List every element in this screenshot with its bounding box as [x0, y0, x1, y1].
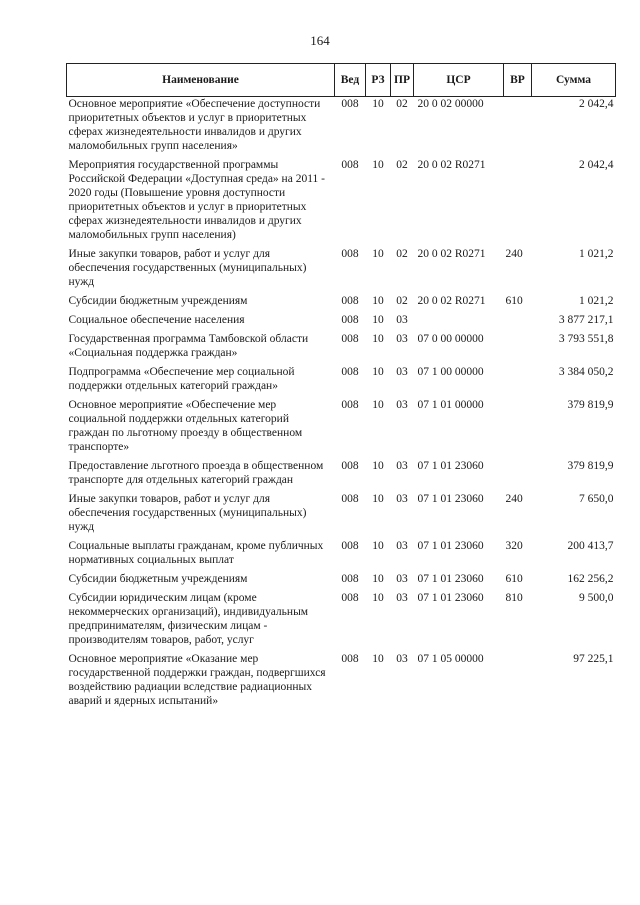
cell-name: Социальные выплаты гражданам, кроме публичных нормативных социальных выплат: [68, 540, 324, 566]
budget-table: [66, 63, 616, 713]
header-rz: РЗ: [366, 64, 391, 97]
cell-pr: 02: [396, 159, 408, 171]
cell-pr: 03: [396, 493, 408, 505]
cell-sum: 1 021,2: [579, 295, 614, 307]
cell-rz: 10: [372, 98, 384, 110]
cell-csr: 07 1 01 23060: [417, 592, 484, 604]
cell-name: Субсидии бюджетным учреждениям: [68, 295, 248, 307]
table-header-row: [67, 64, 616, 97]
cell-csr: 07 1 01 23060: [417, 540, 484, 552]
cell-pr: 03: [396, 333, 408, 345]
table-row: [67, 158, 616, 247]
cell-name: Субсидии юридическим лицам (кроме некоммерческих организаций), индивидуальным предпринимателям, физическим лицам - производителям товаров, работ, услуг: [68, 592, 309, 646]
cell-ved: 008: [341, 98, 359, 110]
cell-rz: 10: [372, 460, 384, 472]
cell-ved: 008: [341, 314, 359, 326]
cell-ved: 008: [341, 333, 359, 345]
cell-ved: 008: [341, 460, 359, 472]
cell-ved: 008: [341, 366, 359, 378]
cell-rz: 10: [372, 314, 384, 326]
table-row: [67, 591, 616, 652]
cell-name: Социальное обеспечение населения: [68, 314, 245, 326]
cell-vr: 320: [505, 540, 523, 552]
cell-vr: 810: [505, 592, 523, 604]
cell-rz: 10: [372, 159, 384, 171]
cell-pr: 03: [396, 460, 408, 472]
cell-vr: [504, 398, 532, 459]
cell-vr: 610: [505, 573, 523, 585]
cell-ved: 008: [341, 493, 359, 505]
table-row: [67, 492, 616, 539]
cell-csr: [414, 313, 504, 332]
cell-csr: 07 1 01 00000: [417, 399, 484, 411]
cell-sum: 2 042,4: [579, 159, 614, 171]
cell-sum: 3 384 050,2: [558, 366, 614, 378]
table-body: [67, 97, 616, 714]
cell-name: Основное мероприятие «Оказание мер государственной поддержки граждан, подвергшихся воздействию радиации вследствие радиационных аварий и ядерных испытаний»: [68, 653, 326, 707]
cell-sum: 97 225,1: [573, 653, 614, 665]
cell-sum: 162 256,2: [567, 573, 614, 585]
cell-pr: 03: [396, 314, 408, 326]
cell-name: Подпрограмма «Обеспечение мер социальной поддержки отдельных категорий граждан»: [68, 366, 295, 392]
header-ved: Вед: [335, 64, 366, 97]
cell-ved: 008: [341, 540, 359, 552]
cell-csr: 07 1 01 23060: [417, 573, 484, 585]
cell-name: Иные закупки товаров, работ и услуг для обеспечения государственных (муниципальных) нужд: [68, 493, 307, 533]
cell-rz: 10: [372, 295, 384, 307]
cell-pr: 03: [396, 366, 408, 378]
cell-name: Предоставление льготного проезда в общественном транспорте для отдельных категорий граждан: [68, 460, 324, 486]
cell-pr: 02: [396, 248, 408, 260]
cell-csr: 20 0 02 R0271: [417, 159, 486, 171]
cell-vr: [504, 313, 532, 332]
cell-vr: [504, 652, 532, 713]
table-row: [67, 313, 616, 332]
cell-rz: 10: [372, 366, 384, 378]
cell-pr: 03: [396, 653, 408, 665]
cell-csr: 07 1 01 23060: [417, 493, 484, 505]
cell-name: Государственная программа Тамбовской области «Социальная поддержка граждан»: [68, 333, 309, 359]
cell-vr: [504, 97, 532, 159]
table-row: [67, 332, 616, 365]
cell-pr: 02: [396, 98, 408, 110]
cell-ved: 008: [341, 159, 359, 171]
cell-pr: 03: [396, 592, 408, 604]
cell-vr: 610: [505, 295, 523, 307]
cell-rz: 10: [372, 493, 384, 505]
cell-vr: [504, 158, 532, 247]
cell-sum: 379 819,9: [567, 399, 614, 411]
cell-rz: 10: [372, 573, 384, 585]
cell-ved: 008: [341, 295, 359, 307]
table-row: [67, 539, 616, 572]
cell-ved: 008: [341, 653, 359, 665]
cell-sum: 7 650,0: [579, 493, 614, 505]
cell-vr: [504, 365, 532, 398]
cell-name: Основное мероприятие «Обеспечение мер социальной поддержки отдельных категорий граждан по льготному проезду в общественном транспорте»: [68, 399, 303, 453]
header-vr: ВР: [504, 64, 532, 97]
cell-csr: 20 0 02 R0271: [417, 295, 486, 307]
cell-rz: 10: [372, 653, 384, 665]
table-row: [67, 398, 616, 459]
cell-sum: 1 021,2: [579, 248, 614, 260]
cell-rz: 10: [372, 248, 384, 260]
cell-vr: 240: [505, 248, 523, 260]
header-pr: ПР: [391, 64, 414, 97]
table-row: [67, 572, 616, 591]
cell-csr: 20 0 02 R0271: [417, 248, 486, 260]
header-name: Наименование: [67, 64, 335, 97]
cell-rz: 10: [372, 540, 384, 552]
table-row: [67, 97, 616, 159]
cell-sum: 200 413,7: [567, 540, 614, 552]
cell-name: Иные закупки товаров, работ и услуг для обеспечения государственных (муниципальных) нужд: [68, 248, 307, 288]
cell-name: Субсидии бюджетным учреждениям: [68, 573, 248, 585]
table-row: [67, 294, 616, 313]
cell-name: Основное мероприятие «Обеспечение доступности приоритетных объектов и услуг в приоритетных сферах жизнедеятельности инвалидов и других маломобильных групп населения»: [68, 98, 321, 152]
cell-rz: 10: [372, 592, 384, 604]
cell-vr: [504, 332, 532, 365]
cell-csr: 07 1 05 00000: [417, 653, 484, 665]
table-row: [67, 365, 616, 398]
cell-sum: 2 042,4: [579, 98, 614, 110]
cell-csr: 20 0 02 00000: [417, 98, 484, 110]
cell-csr: 07 1 00 00000: [417, 366, 484, 378]
cell-ved: 008: [341, 573, 359, 585]
cell-sum: 9 500,0: [579, 592, 614, 604]
cell-vr: [504, 459, 532, 492]
cell-name: Мероприятия государственной программы Российской Федерации «Доступная среда» на 2011 - 2020 годы (Повышение уровня доступности приоритетных объектов и услуг в приоритетных сферах жизнедеятельности инвалидов и других маломобильных групп населения): [68, 159, 325, 241]
cell-csr: 07 0 00 00000: [417, 333, 484, 345]
cell-ved: 008: [341, 248, 359, 260]
header-sum: Сумма: [532, 64, 616, 97]
table-row: [67, 652, 616, 713]
cell-pr: 02: [396, 295, 408, 307]
cell-pr: 03: [396, 540, 408, 552]
cell-pr: 03: [396, 399, 408, 411]
cell-vr: 240: [505, 493, 523, 505]
page-number: 164: [310, 33, 330, 48]
table-row: [67, 247, 616, 294]
cell-sum: 3 877 217,1: [558, 314, 614, 326]
cell-rz: 10: [372, 399, 384, 411]
cell-pr: 03: [396, 573, 408, 585]
header-csr: ЦСР: [414, 64, 504, 97]
cell-rz: 10: [372, 333, 384, 345]
cell-sum: 379 819,9: [567, 460, 614, 472]
cell-ved: 008: [341, 592, 359, 604]
cell-csr: 07 1 01 23060: [417, 460, 484, 472]
cell-ved: 008: [341, 399, 359, 411]
table-row: [67, 459, 616, 492]
cell-sum: 3 793 551,8: [558, 333, 614, 345]
